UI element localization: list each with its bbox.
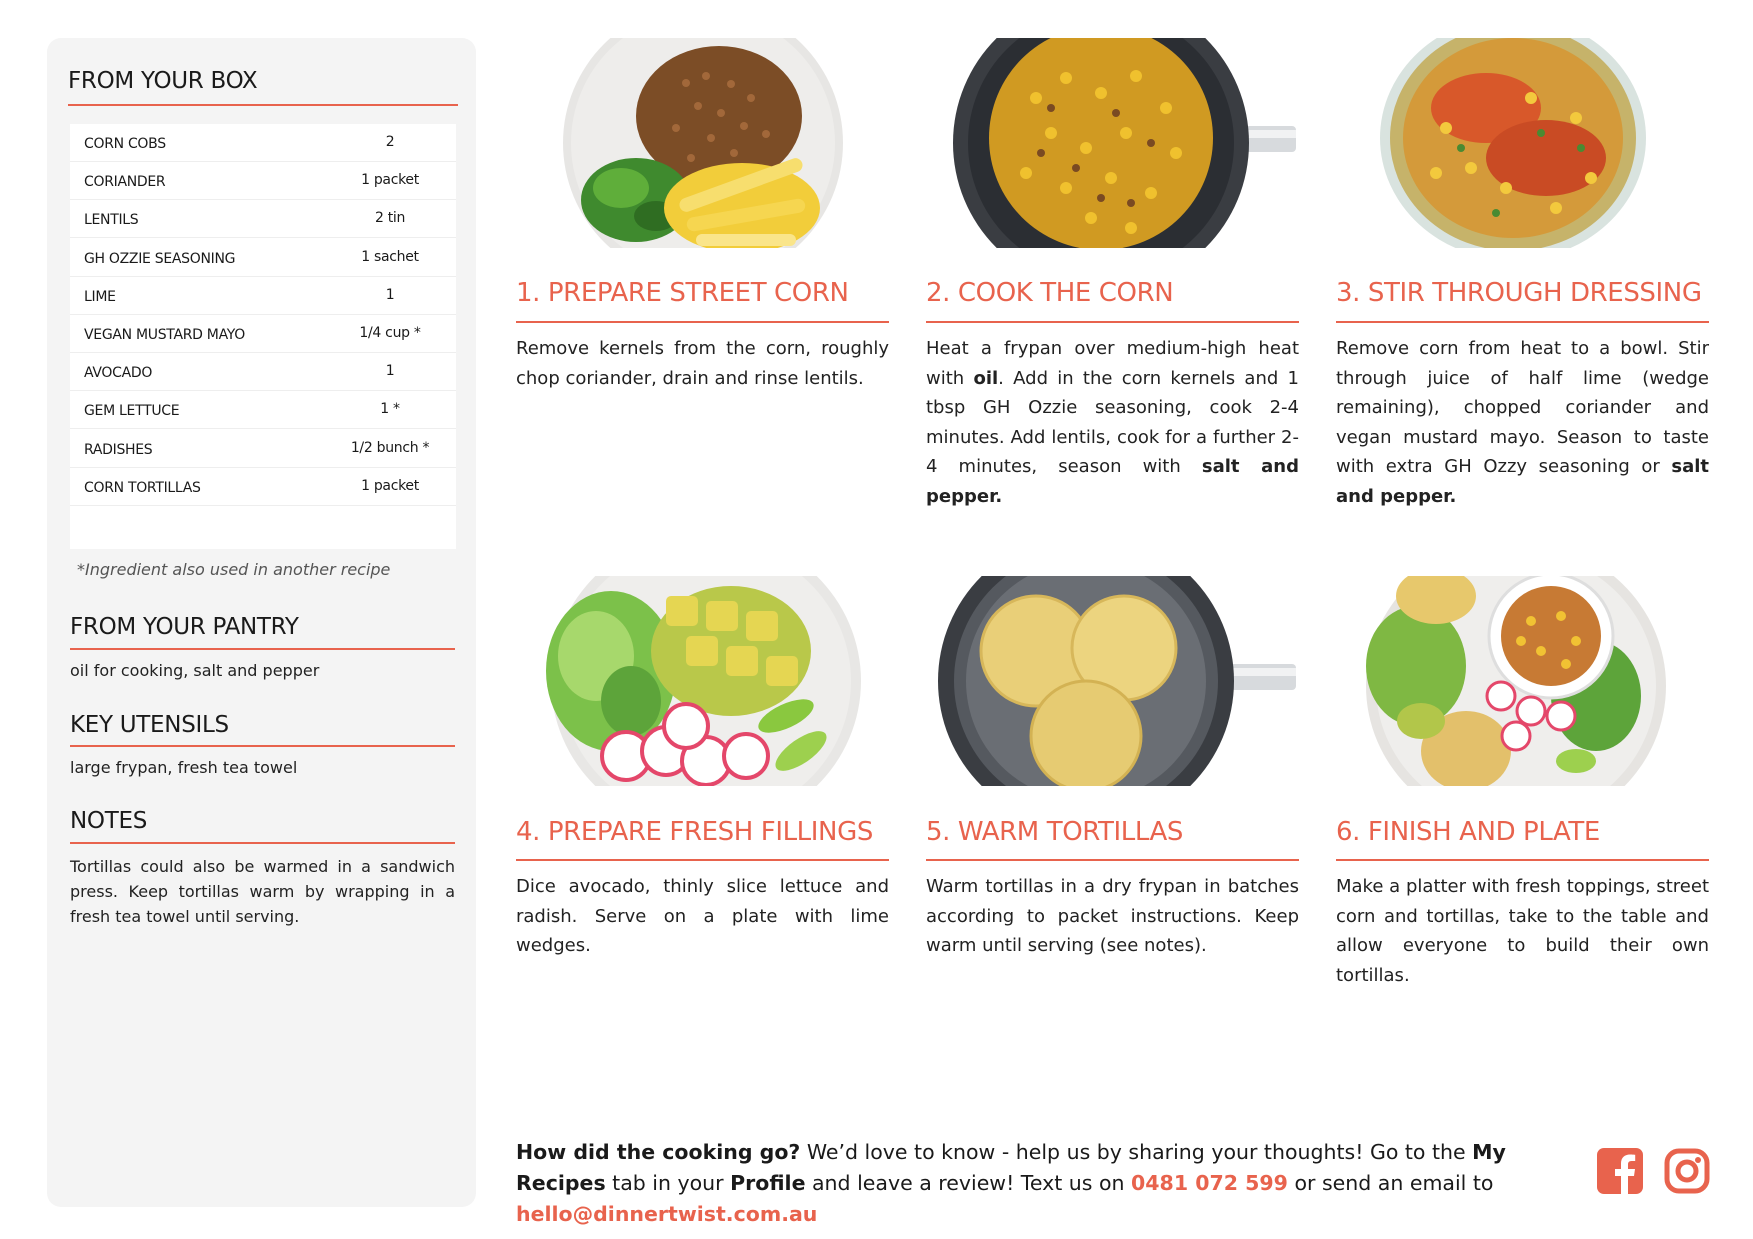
box-ingredients-table [70, 124, 456, 549]
step-text-run: Heat a frypan over medium-high heat with [926, 338, 1299, 389]
pantry-heading: FROM YOUR PANTRY [70, 614, 299, 640]
ingredient-name: GH OZZIE SEASONING [84, 250, 236, 267]
ingredient-quantity: 2 tin [374, 210, 406, 227]
ingredient-name: AVOCADO [84, 365, 153, 382]
step-1-photo [516, 38, 889, 248]
utensils-text: large frypan, fresh tea towel [70, 758, 298, 777]
facebook-icon[interactable] [1597, 1148, 1643, 1194]
step-4-photo [516, 576, 889, 786]
step-text-run: Remove kernels from the corn, roughly chop coriander, drain and rinse lentils. [516, 338, 889, 389]
ingredient-row [70, 124, 456, 162]
ingredient-row [70, 200, 456, 238]
ingredient-quantity: 1 * [380, 401, 400, 418]
ingredient-row [70, 353, 456, 391]
step-text-emphasis: salt and pepper. [1336, 456, 1709, 507]
ingredients-sidebar [47, 38, 476, 1207]
ingredient-name: CORN COBS [84, 136, 166, 152]
feedback-message [516, 1137, 1576, 1230]
footer-text: tab in your [605, 1171, 731, 1195]
ingredient-row [70, 315, 456, 353]
step-2-title: 2. COOK THE CORN [926, 278, 1174, 308]
ingredient-name: RADISHES [84, 441, 153, 458]
ingredient-quantity: 1 [385, 363, 395, 380]
step-text-run: Remove corn from heat to a bowl. Stir through juice of half lime (wedge remaining), chopped coriander and vegan mustard mayo. Season to taste with extra GH Ozzy seasoning or [1336, 338, 1709, 477]
box-heading: FROM YOUR BOX [68, 68, 258, 94]
ingredient-row [70, 391, 456, 429]
step-6-title: 6. FINISH AND PLATE [1336, 817, 1600, 847]
step-text-run: Make a platter with fresh toppings, street corn and tortillas, take to the table and allow everyone to build their own tortillas. [1336, 876, 1709, 986]
footer-emphasis: How did the cooking go? [516, 1140, 801, 1164]
step-4-rule [516, 859, 889, 861]
step-3-rule [1336, 321, 1709, 323]
step-text-run: Dice avocado, thinly slice lettuce and radish. Serve on a plate with lime wedges. [516, 876, 889, 956]
step-text-emphasis: oil [973, 367, 999, 389]
box-heading-rule [68, 104, 458, 106]
step-2-rule [926, 321, 1299, 323]
step-text-run: . Add in the corn kernels and 1 tbsp GH Ozzie seasoning, cook 2-4 minutes. Add lentils, cook for a further 2-4 minutes, season with [926, 367, 1299, 477]
step-text-emphasis: salt and pepper. [926, 456, 1299, 507]
pantry-text: oil for cooking, salt and pepper [70, 661, 320, 680]
ingredient-quantity: 1/4 cup * [359, 325, 421, 341]
ingredient-name: CORN TORTILLAS [84, 479, 201, 496]
ingredient-name: VEGAN MUSTARD MAYO [84, 327, 245, 343]
notes-text: Tortillas could also be warmed in a sandwich press. Keep tortillas warm by wrapping in a fresh tea towel until serving. [70, 857, 455, 926]
step-text-run: Warm tortillas in a dry frypan in batches according to packet instructions. Keep warm until serving (see notes). [926, 876, 1299, 956]
notes-heading-rule [70, 842, 455, 844]
box-footnote: *Ingredient also used in another recipe [77, 560, 391, 579]
step-1-rule [516, 321, 889, 323]
contact-link[interactable]: hello@dinnertwist.com.au [516, 1202, 818, 1226]
footer-text: or send an email to [1287, 1171, 1494, 1195]
ingredient-quantity: 1 packet [361, 477, 419, 494]
utensils-heading: KEY UTENSILS [70, 712, 229, 738]
ingredient-name: LENTILS [84, 212, 139, 229]
ingredient-name: LIME [84, 288, 116, 305]
ingredient-quantity: 2 [385, 134, 395, 150]
ingredient-quantity: 1/2 bunch * [350, 439, 430, 456]
step-3-title: 3. STIR THROUGH DRESSING [1336, 278, 1702, 308]
step-3-text [1336, 334, 1709, 511]
ingredient-quantity: 1 packet [361, 172, 419, 189]
step-6-text [1336, 872, 1709, 990]
ingredient-row [70, 430, 456, 468]
step-1-text [516, 334, 889, 393]
step-2-photo [926, 38, 1299, 248]
footer-emphasis: Profile [730, 1171, 806, 1195]
instagram-icon[interactable] [1664, 1148, 1710, 1194]
ingredient-name: GEM LETTUCE [84, 403, 180, 420]
pantry-heading-rule [70, 648, 455, 650]
step-4-title: 4. PREPARE FRESH FILLINGS [516, 817, 873, 847]
step-5-title: 5. WARM TORTILLAS [926, 817, 1184, 847]
notes-heading: NOTES [70, 808, 147, 834]
step-6-rule [1336, 859, 1709, 861]
footer-text: We’d love to know - help us by sharing your thoughts! Go to the [800, 1140, 1473, 1164]
step-5-rule [926, 859, 1299, 861]
step-3-photo [1336, 38, 1709, 248]
ingredient-row [70, 468, 456, 506]
contact-link[interactable]: 0481 072 599 [1131, 1171, 1288, 1195]
step-6-photo [1336, 576, 1709, 786]
step-4-text [516, 872, 889, 961]
step-2-text [926, 334, 1299, 511]
ingredient-row [70, 162, 456, 200]
ingredient-quantity: 1 sachet [361, 248, 419, 265]
footer-emphasis: My Recipes [516, 1140, 1506, 1195]
ingredient-row [70, 239, 456, 277]
step-1-title: 1. PREPARE STREET CORN [516, 278, 849, 308]
step-5-text [926, 872, 1299, 961]
ingredient-name: CORIANDER [84, 174, 166, 191]
footer-text: and leave a review! Text us on [805, 1171, 1132, 1195]
step-5-photo [926, 576, 1299, 786]
ingredient-quantity: 1 [385, 286, 395, 303]
ingredient-row [70, 277, 456, 315]
utensils-heading-rule [70, 745, 455, 747]
